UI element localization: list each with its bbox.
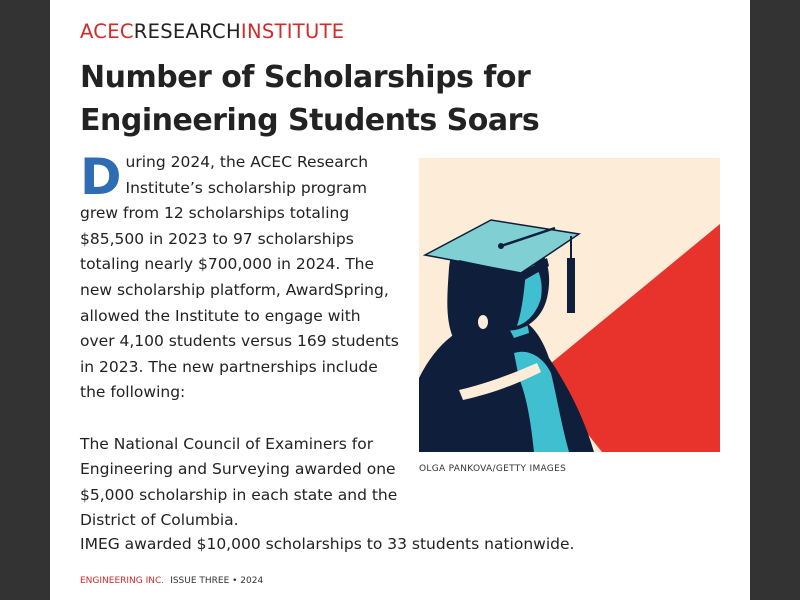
article-body <box>80 150 400 534</box>
headline: Number of Scholarships for Engineering Students Soars <box>80 60 540 138</box>
paragraph-1 <box>80 150 400 406</box>
tassel-button <box>498 243 504 249</box>
footer-issue: ISSUE THREE • 2024 <box>170 576 264 586</box>
brand-institute: INSTITUTE <box>240 20 345 43</box>
graduate-illustration <box>419 158 720 452</box>
tassel <box>567 258 575 313</box>
page-footer <box>80 576 263 586</box>
brand-logo <box>80 20 344 43</box>
drop-cap: D <box>80 148 122 206</box>
magazine-page <box>50 0 750 600</box>
paragraph-2: The National Council of Examiners for Engineering and Surveying awarded one $5,000 scholarship in each state and the District of Columbia. <box>80 434 398 530</box>
paragraph-1-text: uring 2024, the ACEC Research Institute’s scholarship program grew from 12 scholarships totaling $85,500 in 2023 to 97 scholarships totaling nearly $700,000 in 2024. The new scholarship platform, AwardSpring, allowed the Institute to engage with over 4,100 students versus 169 students in 2023. The new partnerships include the following: <box>80 153 399 402</box>
footer-publication: ENGINEERING INC. <box>80 576 165 586</box>
photo-credit: OLGA PANKOVA/GETTY IMAGES <box>419 464 567 474</box>
brand-research: RESEARCH <box>133 20 241 43</box>
paragraph-3: IMEG awarded $10,000 scholarships to 33 students nationwide. <box>80 535 575 553</box>
ear <box>478 315 488 329</box>
brand-acec: ACEC <box>80 20 134 43</box>
